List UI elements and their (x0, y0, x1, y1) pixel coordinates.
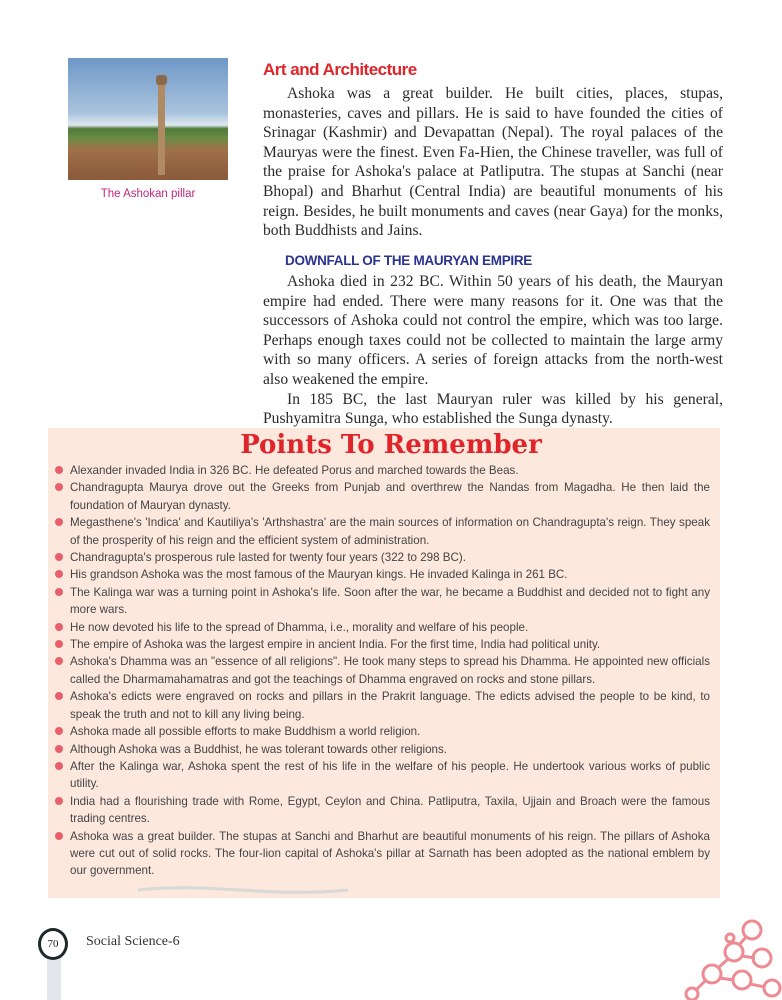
page-number-tab (47, 955, 61, 1000)
item-text: Ashoka's edicts were engraved on rocks and pillars in the Prakrit language. The edicts advised the people to be kind, to speak the truth and not to kill any living being. (70, 690, 710, 721)
points-list (52, 462, 710, 880)
item-text: Although Ashoka was a Buddhist, he was tolerant towards other religions. (70, 742, 448, 756)
bullet-icon (55, 570, 63, 578)
item-text: The Kalinga war was a turning point in Ashoka's life. Soon after the war, he became a Buddhist and decided not to fight any more wars. (70, 585, 710, 617)
paragraph: Ashoka was a great builder. He built cities, places, stupas, monasteries, caves and pillars. He is said to have founded the cities of Srinagar (Kashmir) and Devapattan (Nepal). The royal palaces of the Mauryas were the finest. Even Fa-Hien, the Chinese traveller, was full of the praise for Ashoka's palace at Patliputra. The stupas at Sanchi (near Bhopal) and Bharhut (Central India) are beautiful monuments of his reign. Besides, he built monuments and caves (near Gaya) for the monks, both Buddhists and Jains. (263, 85, 723, 240)
list-item (52, 514, 710, 549)
list-item (52, 479, 710, 514)
bullet-icon (55, 518, 63, 526)
downfall-heading: DOWNFALL OF THE MAURYAN EMPIRE (285, 253, 533, 268)
ashokan-pillar-photo (68, 58, 228, 180)
list-item (52, 828, 710, 880)
pillar-shape (158, 83, 165, 175)
item-text: His grandson Ashoka was the most famous of the Mauryan kings. He invaded Kalinga in 261 BC. (70, 568, 568, 582)
bullet-icon (55, 623, 63, 631)
book-title: Social Science-6 (86, 934, 180, 949)
list-item (52, 653, 710, 688)
bullet-icon (55, 832, 63, 840)
torn-edge (48, 876, 720, 906)
bullet-icon (55, 692, 63, 700)
item-text: India had a flourishing trade with Rome, Egypt, Ceylon and China. Patliputra, Taxila, Ujjain and Broach were the famous trading centres. (70, 794, 710, 826)
bullet-icon (55, 745, 63, 753)
bullet-icon (55, 727, 63, 735)
paragraph: In 185 BC, the last Mauryan ruler was killed by his general, Pushyamitra Sunga, who established the Sunga dynasty. (263, 390, 723, 428)
bullet-icon (55, 657, 63, 665)
list-item (52, 723, 710, 740)
bullet-icon (55, 553, 63, 561)
item-text: Chandragupta Maurya drove out the Greeks from Punjab and overthrew the Nandas from Magadha. He then laid the foundation of Mauryan dynasty. (70, 481, 710, 512)
list-item (52, 549, 710, 566)
item-text: Ashoka made all possible efforts to make Buddhism a world religion. (70, 725, 421, 739)
item-text: He now devoted his life to the spread of Dhamma, i.e., morality and welfare of his people. (70, 620, 529, 634)
list-item (52, 462, 710, 479)
list-item (52, 793, 710, 828)
list-item (52, 619, 710, 636)
list-item (52, 566, 710, 583)
bullet-icon (55, 588, 63, 596)
bullet-icon (55, 483, 63, 491)
art-architecture-heading: Art and Architecture (263, 60, 417, 79)
bullet-icon (55, 797, 63, 805)
list-item (52, 688, 710, 723)
item-text: Megasthene's 'Indica' and Kautiliya's 'Arthshastra' are the main sources of information on Chandragupta's reign. They speak of the prosperity of his reign and the efficient system of administration. (70, 516, 710, 547)
list-item (52, 636, 710, 653)
list-item (52, 584, 710, 619)
item-text: The empire of Ashoka was the largest empire in ancient India. For the first time, India had political unity. (70, 638, 601, 652)
item-text: Ashoka was a great builder. The stupas at Sanchi and Bharhut are beautiful monuments of his reign. The pillars of Ashoka were cut out of solid rocks. The four-lion capital of Ashoka's pillar at Sarnath has been adopted as the national emblem by our government. (70, 829, 710, 878)
item-text: Chandragupta's prosperous rule lasted for twenty four years (322 to 298 BC). (70, 551, 466, 565)
list-item (52, 758, 710, 793)
bullet-icon (55, 466, 63, 474)
photo-caption: The Ashokan pillar (100, 188, 196, 200)
page-number: 70 (38, 928, 68, 960)
item-text: After the Kalinga war, Ashoka spent the rest of his life in the welfare of his people. He undertook various works of public utility. (70, 759, 710, 791)
paragraph: Ashoka died in 232 BC. Within 50 years of his death, the Mauryan empire had ended. There were many reasons for it. One was that the successors of Ashoka could not control the empire, which was too large. Perhaps enough taxes could not be collected to maintain the large army with so many officers. A series of foreign attacks from the north-west also weakened the empire. (263, 273, 723, 388)
art-architecture-body (263, 84, 723, 241)
item-text: Alexander invaded India in 326 BC. He defeated Porus and marched towards the Beas. (70, 464, 519, 477)
list-item (52, 741, 710, 758)
molecule-decoration-icon (672, 918, 782, 1000)
bullet-icon (55, 640, 63, 648)
bullet-icon (55, 762, 63, 770)
downfall-body (263, 272, 723, 429)
item-text: Ashoka's Dhamma was an "essence of all religions". He took many steps to spread his Dhamma. He appointed new officials called the Dharmamahamatras and got the teachings of Dhamma engraved on rocks and stone pillars. (70, 655, 710, 686)
points-title: Points To Remember (240, 430, 542, 460)
